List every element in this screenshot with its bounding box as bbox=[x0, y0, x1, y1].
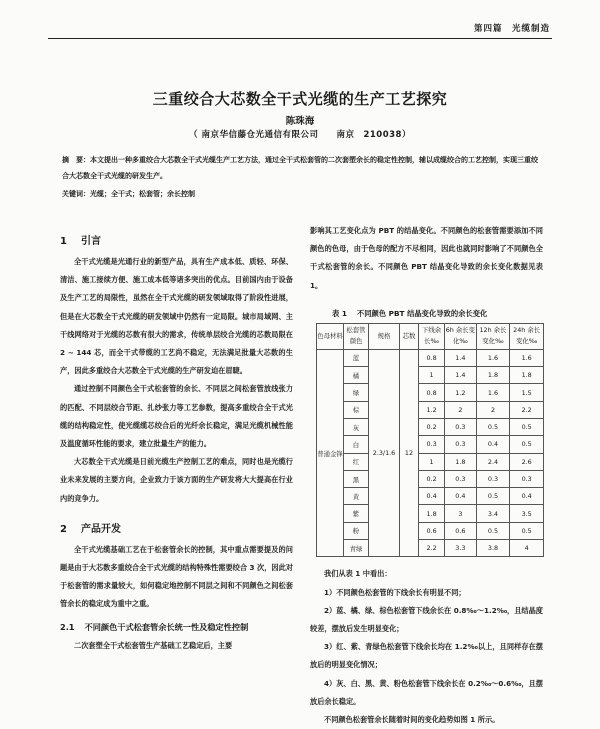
value-cell: 1.2 bbox=[445, 384, 477, 401]
keywords bbox=[62, 189, 540, 199]
header-rule bbox=[48, 38, 552, 39]
table-number: 表 1 bbox=[332, 308, 347, 318]
section-1-para-3: 大芯数全干式光缆是日前光缆生产控制工艺的难点，同时也是光缆行业未来发展的主要方向，企业致力于该方面的生产研发将大大提高在行业内的竞争力。 bbox=[60, 457, 293, 503]
cores-cell: 12 bbox=[400, 349, 419, 557]
value-cell: 3.3 bbox=[445, 540, 477, 557]
value-cell: 3.4 bbox=[476, 505, 510, 522]
value-cell: 2.2 bbox=[510, 401, 544, 418]
value-cell: 0.3 bbox=[476, 470, 510, 487]
table-caption bbox=[310, 309, 543, 319]
value-cell: 1.6 bbox=[476, 384, 510, 401]
color-cell: 白 bbox=[344, 436, 369, 453]
value-cell: 1.5 bbox=[510, 384, 544, 401]
table-row bbox=[317, 419, 544, 436]
value-cell: 1.6 bbox=[510, 349, 544, 366]
value-cell: 3 bbox=[445, 505, 477, 522]
value-cell: 0.2 bbox=[419, 419, 445, 436]
table-header-cell: 12h 余长变化‰ bbox=[476, 323, 510, 349]
value-cell: 2 bbox=[445, 401, 477, 418]
value-cell: 2 bbox=[476, 401, 510, 418]
table-header-cell: 色母材料 bbox=[317, 323, 344, 349]
value-cell: 1.8 bbox=[510, 367, 544, 384]
value-cell: 1.2 bbox=[419, 401, 445, 418]
table-body bbox=[317, 349, 544, 557]
table-header-cell: 芯数 bbox=[400, 323, 419, 349]
section-2-para-1: 全干式光缆基础工艺在于松套管余长的控制，其中重点需要提及的问题是由于大芯数多重绞合全干式光缆的结构特殊性需要绞合 3 次，因此对于松套管的需求量较大，如何稳定地控制不同层之间和不同颜色之间松套管余长的稳定成为重中之重。 bbox=[60, 544, 293, 609]
table-row bbox=[317, 401, 544, 418]
conclusion-intro: 我们从表 1 中看出： bbox=[324, 569, 392, 579]
spec-cell: 2.3/1.6 bbox=[369, 349, 400, 557]
value-cell: 0.3 bbox=[419, 436, 445, 453]
affiliation: （ 南京华信藤仓光通信有限公司 南京 210038） bbox=[189, 130, 411, 140]
subsection-2-1-heading bbox=[60, 622, 293, 633]
value-cell: 0.5 bbox=[476, 488, 510, 505]
findings-list bbox=[310, 584, 543, 711]
value-cell: 0.8 bbox=[419, 349, 445, 366]
table-caption-text: 不同颜色 PBT 结晶变化导致的余长变化 bbox=[356, 308, 488, 318]
value-cell: 1.4 bbox=[445, 349, 477, 366]
author: 陈珠海 bbox=[285, 116, 315, 127]
section-1-heading bbox=[60, 232, 293, 247]
section-1-para-1: 全干式光缆是光通行业的新型产品，具有生产成本低、质轻、环保、清洁、施工接续方便、施工成本低等诸多突出的优点。目前国内由于设备及生产工艺的局限性，虽然在全干式光缆的研发领域取得了阶段性进展，但是在大芯数全干式光缆的研发领域中仍然有一定局限。城市局域网、主干线网络对于光缆的芯数有很大的需求，传统单层绞合光缆的芯数局限在 2 ~ 144 芯，而全干式带缆的工艺尚不稳定，无法满足批量大芯数的生产，因此多重绞合大芯数全干式光缆的生产研发迫在眉睫。 bbox=[60, 257, 293, 376]
value-cell: 2.4 bbox=[476, 453, 510, 470]
color-cell: 紫 bbox=[344, 505, 369, 522]
keywords-text: 光缆；全干式；松套管；余长控制 bbox=[90, 190, 195, 198]
value-cell: 2.2 bbox=[419, 540, 445, 557]
table-row bbox=[317, 540, 544, 557]
value-cell: 0.3 bbox=[510, 470, 544, 487]
section-2-heading bbox=[60, 520, 293, 535]
value-cell: 1.6 bbox=[476, 349, 510, 366]
section-1-number: 1 bbox=[60, 236, 67, 247]
material-cell: 普通金锋 bbox=[317, 349, 344, 557]
color-cell: 橘 bbox=[344, 367, 369, 384]
value-cell: 1.8 bbox=[419, 505, 445, 522]
table-row bbox=[317, 522, 544, 539]
right-para-1: 影响其工艺变化点为 PBT 的结晶变化。不同颜色的松套管需要添加不同颜色的色母，由于色母的配方不尽相同，因此也就同时影响了不同颜色全干式松套管的余长。不同颜色 PBT 结晶变化导致的余长变化数据见表 1。 bbox=[310, 226, 543, 290]
value-cell: 1 bbox=[419, 367, 445, 384]
color-cell: 黄 bbox=[344, 488, 369, 505]
value-cell: 0.4 bbox=[445, 488, 477, 505]
value-cell: 0.5 bbox=[476, 522, 510, 539]
value-cell: 2.6 bbox=[510, 453, 544, 470]
table-row bbox=[317, 436, 544, 453]
closing-sentence: 不同颜色松套管余长随着时间的变化趋势如图 1 所示。 bbox=[324, 715, 500, 724]
paper-title: 三重绞合大芯数全干式光缆的生产工艺探究 bbox=[152, 90, 448, 108]
finding-item: 2）蓝、橘、绿、棕色松套管下线余长在 0.8‰～1.2‰，且结晶度较差，摆放后发生明显变化； bbox=[310, 605, 543, 633]
table-row bbox=[317, 384, 544, 401]
value-cell: 1.8 bbox=[445, 453, 477, 470]
table-header-cell: 下线余长‰ bbox=[419, 323, 445, 349]
value-cell: 1 bbox=[419, 453, 445, 470]
subsection-2-1-para-1: 二次套塑全干式松套管生产基础工艺稳定后，主要 bbox=[74, 640, 233, 650]
running-header: 第四篇 光缆制造 bbox=[473, 24, 550, 34]
table-header-cell: 6h 余长变化‰ bbox=[445, 323, 477, 349]
subsection-2-1-number: 2.1 bbox=[60, 621, 75, 632]
right-column bbox=[310, 222, 543, 729]
value-cell: 4 bbox=[510, 540, 544, 557]
value-cell: 0.3 bbox=[445, 436, 477, 453]
table-header-cell: 松套管颜色 bbox=[344, 323, 369, 349]
table-header-row bbox=[317, 323, 544, 349]
value-cell: 0.5 bbox=[510, 436, 544, 453]
data-table bbox=[316, 323, 544, 558]
value-cell: 0.5 bbox=[510, 419, 544, 436]
table-row bbox=[317, 453, 544, 470]
color-cell: 灰 bbox=[344, 419, 369, 436]
color-cell: 红 bbox=[344, 453, 369, 470]
value-cell: 3.8 bbox=[476, 540, 510, 557]
value-cell: 0.5 bbox=[476, 419, 510, 436]
abstract-label: 摘 要： bbox=[62, 156, 90, 164]
finding-item: 4）灰、白、黑、黄、粉色松套管下线余长在 0.2‰～0.6‰，且摆放后余长稳定。 bbox=[310, 678, 543, 706]
value-cell: 0.4 bbox=[476, 436, 510, 453]
table-header-cell: 24h 余长变化‰ bbox=[510, 323, 544, 349]
subsection-2-1-title: 不同颜色干式松套管余长统一性及稳定性控制 bbox=[84, 621, 249, 632]
value-cell: 0.4 bbox=[510, 488, 544, 505]
color-cell: 棕 bbox=[344, 401, 369, 418]
section-2-title: 产品开发 bbox=[80, 523, 121, 535]
keywords-label: 关键词： bbox=[62, 190, 90, 198]
table-header-cell: 规格 bbox=[369, 323, 400, 349]
value-cell: 0.6 bbox=[419, 522, 445, 539]
color-cell: 粉 bbox=[344, 522, 369, 539]
value-cell: 0.6 bbox=[445, 522, 477, 539]
value-cell: 0.8 bbox=[419, 384, 445, 401]
left-column bbox=[60, 222, 293, 655]
color-cell: 青绿 bbox=[344, 540, 369, 557]
table-row bbox=[317, 367, 544, 384]
value-cell: 3.5 bbox=[510, 505, 544, 522]
section-2-number: 2 bbox=[60, 523, 67, 535]
value-cell: 0.3 bbox=[445, 470, 477, 487]
value-cell: 0.2 bbox=[419, 470, 445, 487]
color-cell: 黑 bbox=[344, 470, 369, 487]
value-cell: 0.3 bbox=[445, 419, 477, 436]
value-cell: 0.4 bbox=[419, 488, 445, 505]
finding-item: 1）不同颜色松套管的下线余长有明显不同； bbox=[324, 587, 466, 597]
value-cell: 1.8 bbox=[476, 367, 510, 384]
section-1-title: 引言 bbox=[80, 236, 101, 247]
table-row bbox=[317, 349, 544, 366]
table-row bbox=[317, 505, 544, 522]
table-row bbox=[317, 488, 544, 505]
value-cell: 1.4 bbox=[445, 367, 477, 384]
color-cell: 蓝 bbox=[344, 349, 369, 366]
finding-item: 3）红、紫、青绿色松套管下线余长均在 1.2‰以上，且同样存在摆放后的明显变化情况； bbox=[310, 642, 543, 670]
table-row bbox=[317, 470, 544, 487]
abstract-text: 本文提出一种多重绞合大芯数全干式光缆生产工艺方法，通过全干式松套管的二次套塑余长的稳定性控制，辅以成缆绞合的工艺控制，实现三重绞合大芯数全干式光缆的研发生产。 bbox=[62, 156, 538, 180]
value-cell: 0.5 bbox=[510, 522, 544, 539]
color-cell: 绿 bbox=[344, 384, 369, 401]
abstract bbox=[62, 153, 540, 184]
section-1-para-2: 通过控制不同颜色全干式松套管的余长、不同层之间松套管放线张力的匹配、不同层绞合节距、扎纱张力等工艺参数，提高多重绞合全干式光缆的结构稳定性，使光缆缆芯绞合后的光纤余长稳定，满足光缆机械性能及温度循环性能的要求，建立批量生产的能力。 bbox=[60, 384, 293, 449]
